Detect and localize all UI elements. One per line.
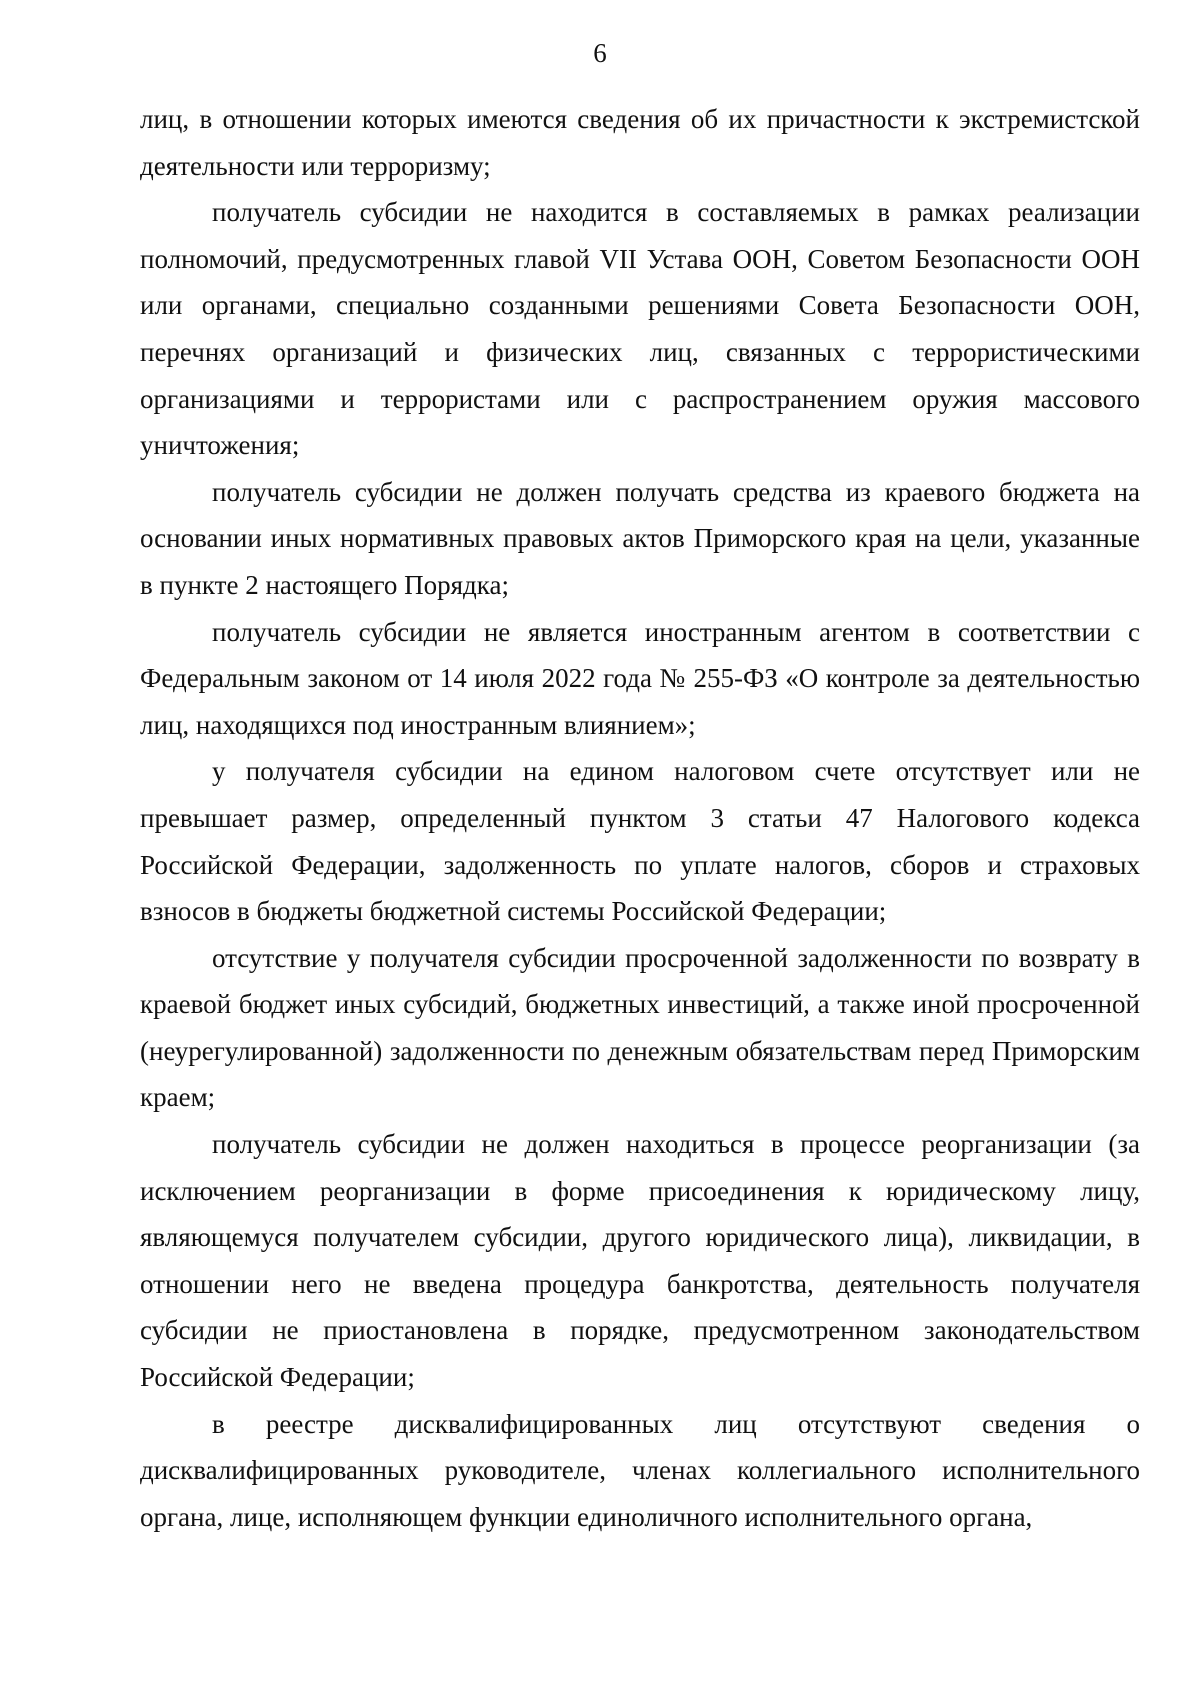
paragraph-continuation: лиц, в отношении которых имеются сведения об их причастности к экстремистской деятельности или терроризму; xyxy=(140,104,1140,181)
paragraph-foreign-agent: получатель субсидии не является иностранным агентом в соответствии с Федеральным законом от 14 июля 2022 года № 255-ФЗ «О контроле за деятельностью лиц, находящихся под иностранным влиянием»; xyxy=(140,616,1140,740)
page-number: 6 xyxy=(593,38,607,68)
paragraph-reorganization: получатель субсидии не должен находиться в процессе реорганизации (за исключением реорганизации в форме присоединения к юридическому лицу, являющемуся получателем субсидии, другого юридического лица), ликвидации, в отношении него не введена процедура банкротства, деятельность получателя субсидии не приостановлена в порядке, предусмотренном законодательством Российской Федерации; xyxy=(140,1129,1140,1393)
paragraph-un-sanctions-lists: получатель субсидии не находится в составляемых в рамках реализации полномочий, предусмотренных главой VII Устава ООН, Советом Безопасности ООН или органами, специально созданными решениями Совета Безопасности ООН, перечнях организаций и физических лиц, связанных с террористическими организациями и террористами или с распространением оружия массового уничтожения; xyxy=(140,197,1140,461)
paragraph-disqualified-persons: в реестре дисквалифицированных лиц отсутствуют сведения о дисквалифицированных руководителе, членах коллегиального исполнительного органа, лице, исполняющем функции единоличного исполнительного органа, xyxy=(140,1408,1140,1532)
document-body xyxy=(140,96,1140,1540)
paragraph-tax-debt: у получателя субсидии на едином налоговом счете отсутствует или не превышает размер, определенный пунктом 3 статьи 47 Налогового кодекса Российской Федерации, задолженность по уплате налогов, сборов и страховых взносов в бюджеты бюджетной системы Российской Федерации; xyxy=(140,756,1140,927)
paragraph-overdue-debt: отсутствие у получателя субсидии просроченной задолженности по возврату в краевой бюджет иных субсидий, бюджетных инвестиций, а также иной просроченной (неурегулированной) задолженности по денежным обязательствам перед Приморским краем; xyxy=(140,942,1140,1113)
paragraph-regional-budget-funds: получатель субсидии не должен получать средства из краевого бюджета на основании иных нормативных правовых актов Приморского края на цели, указанные в пункте 2 настоящего Порядка; xyxy=(140,476,1140,600)
